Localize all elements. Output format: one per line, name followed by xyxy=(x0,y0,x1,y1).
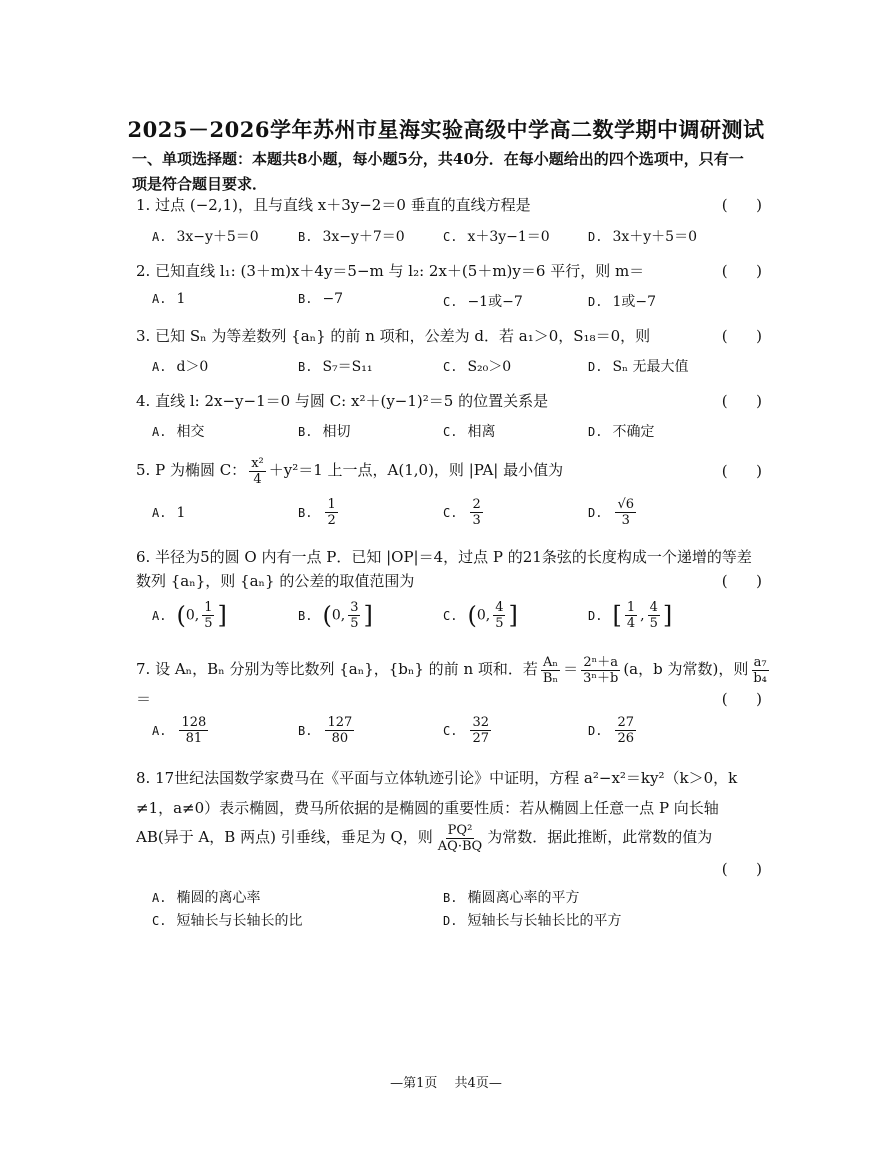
q2-option-d: D. 1或−7 xyxy=(588,294,656,310)
q7-option-c: C. $\frac{32}{27}$ xyxy=(443,715,489,746)
q1-option-a: A. 3x−y＋5＝0 xyxy=(152,229,259,245)
question-2-stem: 2. 已知直线 l₁: (3＋m)x＋4y＝5−m 与 l₂: 2x＋(5＋m)y＝6 平行，则 m＝ xyxy=(136,262,645,280)
answer-paren-3: ( ) xyxy=(721,327,762,345)
q8-option-b: B. 椭圆离心率的平方 xyxy=(443,890,580,906)
page-footer: —第1页 共4页— xyxy=(390,1076,502,1091)
question-4-stem: 4. 直线 l: 2x−y−1＝0 与圆 C: x²＋(y−1)²＝5 的位置关系是 xyxy=(136,392,549,410)
question-5-stem: 5. P 为椭圆 C： $\frac{\text{x²}}{4}$ ＋y²＝1 上一点，A(1,0)，则 |PA| 最小值为 xyxy=(136,455,564,487)
answer-paren-2: ( ) xyxy=(721,262,762,280)
q7-option-b: B. $\frac{127}{80}$ xyxy=(298,715,353,746)
q2-option-b: B. −7 xyxy=(298,291,344,307)
question-8-stem-line1: 8. 17世纪法国数学家费马在《平面与立体轨迹引论》中证明，方程 a²−x²＝ky²（k＞0，k xyxy=(136,769,738,787)
q2-option-a: A. 1 xyxy=(152,291,186,307)
q8-option-c: C. 短轴长与长轴长的比 xyxy=(152,913,303,929)
q3-option-d: D. Sₙ 无最大值 xyxy=(588,359,689,375)
q1-option-d: D. 3x＋y＋5＝0 xyxy=(588,229,697,245)
q4-option-a: A. 相交 xyxy=(152,424,205,440)
question-8-stem-line2: ≠1，a≠0）表示椭圆，费马所依据的是椭圆的重要性质：若从椭圆上任意一点 P 向长轴 xyxy=(136,799,719,817)
question-7-stem-line2: ＝ xyxy=(136,690,152,708)
answer-paren-5: ( ) xyxy=(721,462,762,480)
answer-paren-8: ( ) xyxy=(721,860,762,878)
question-1-stem: 1. 过点 (−2,1)，且与直线 x＋3y−2＝0 垂直的直线方程是 xyxy=(136,196,531,214)
q4-option-d: D. 不确定 xyxy=(588,424,655,440)
q1-option-b: B. 3x−y＋7＝0 xyxy=(298,229,405,245)
answer-paren-7: ( ) xyxy=(721,690,762,708)
q3-option-c: C. S₂₀＞0 xyxy=(443,359,512,375)
section-heading-line1: 一、单项选择题：本题共8小题，每小题5分，共40分．在每小题给出的四个选项中，只有一 xyxy=(132,150,744,168)
q6-option-a: A. (0, $\frac{1}{5}$ ] xyxy=(152,600,227,631)
question-3-stem: 3. 已知 Sₙ 为等差数列 {aₙ} 的前 n 项和，公差为 d．若 a₁＞0，S₁₈＝0，则 xyxy=(136,327,651,345)
q7-option-a: A. $\frac{128}{81}$ xyxy=(152,715,207,746)
q8-option-d: D. 短轴长与长轴长比的平方 xyxy=(443,913,622,929)
q2-option-c: C. −1或−7 xyxy=(443,294,523,310)
q7-option-d: D. $\frac{27}{26}$ xyxy=(588,715,634,746)
answer-paren-6: ( ) xyxy=(721,572,762,590)
q5-option-b: B. $\frac{1}{2}$ xyxy=(298,497,336,528)
q6-option-c: C. (0, $\frac{4}{5}$ ] xyxy=(443,600,518,631)
q8-option-a: A. 椭圆的离心率 xyxy=(152,890,261,906)
q4-option-b: B. 相切 xyxy=(298,424,351,440)
q5-option-d: D. $\frac{√6}{3}$ xyxy=(588,497,635,528)
q6-option-b: B. (0, $\frac{3}{5}$ ] xyxy=(298,600,373,631)
question-8-stem-line3: AB(异于 A，B 两点) 引垂线，垂足为 Q，则 $\frac{\text{PQ²}}{AQ\cdot BQ}$ 为常数．据此推断，此常数的值为 xyxy=(136,822,713,854)
q5-option-c: C. $\frac{2}{3}$ xyxy=(443,497,481,528)
section-heading-line2: 项是符合题目要求． xyxy=(132,175,268,193)
q5-ellipse-fraction: $\frac{\text{x²}}{4}$ xyxy=(251,455,264,487)
q4-option-c: C. 相离 xyxy=(443,424,496,440)
answer-paren-1: ( ) xyxy=(721,196,762,214)
answer-paren-4: ( ) xyxy=(721,392,762,410)
question-7-stem: 7. 设 Aₙ，Bₙ 分别为等比数列 {aₙ}，{bₙ} 的前 n 项和．若 $\frac{\text{Aₙ}}{\text{Bₙ}}$ ＝ $\frac{\text{2ⁿ＋a}}{\text{3ⁿ＋b}}$ (a，b 为常数)，则 $\frac{\text{a₇}}{\text{b₄}}$ xyxy=(136,654,767,686)
q3-option-b: B. S₇＝S₁₁ xyxy=(298,359,373,375)
q3-option-a: A. d＞0 xyxy=(152,359,209,375)
page-title: 2025－2026学年苏州市星海实验高级中学高二数学期中调研测试 xyxy=(127,117,765,142)
q1-option-c: C. x＋3y−1＝0 xyxy=(443,229,550,245)
q6-option-d: D. [ $\frac{1}{4}$ , $\frac{4}{5}$ ] xyxy=(588,600,673,631)
q5-option-a: A. 1 xyxy=(152,505,186,521)
question-6-stem-line2: 数列 {aₙ}，则 {aₙ} 的公差的取值范围为 xyxy=(136,572,415,590)
question-6-stem-line1: 6. 半径为5的圆 O 内有一点 P．已知 |OP|＝4，过点 P 的21条弦的长度构成一个递增的等差 xyxy=(136,548,752,566)
